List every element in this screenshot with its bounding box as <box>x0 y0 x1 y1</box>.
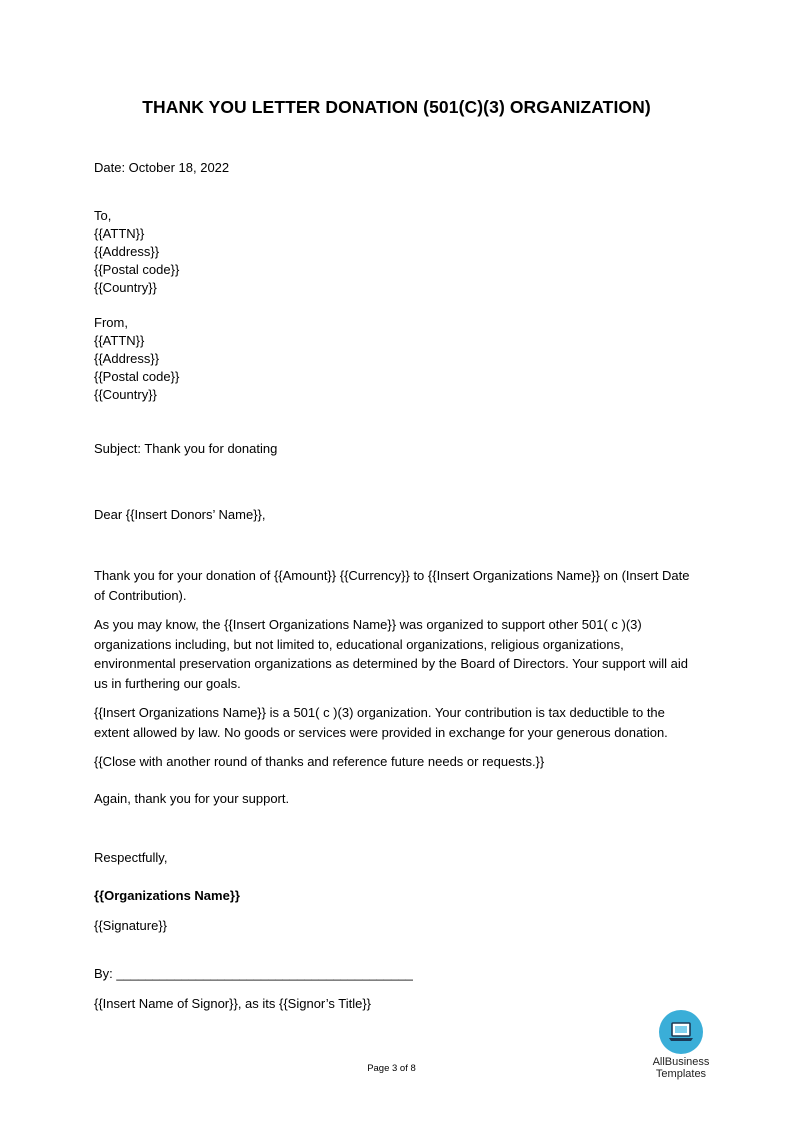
from-address: {{Address}} <box>94 351 160 366</box>
from-postal-code: {{Postal code}} <box>94 369 180 384</box>
to-country: {{Country}} <box>94 280 157 295</box>
date-line: Date: October 18, 2022 <box>94 160 230 175</box>
body-paragraph: {{Close with another round of thanks and reference future needs or requests.}} <box>94 754 545 769</box>
document-title: THANK YOU LETTER DONATION (501(C)(3) ORGANIZATION) <box>142 97 651 117</box>
page-number: Page 3 of 8 <box>367 1063 416 1074</box>
signature-placeholder: {{Signature}} <box>94 918 168 933</box>
closing: Respectfully, <box>94 850 168 865</box>
logo-badge <box>659 1010 703 1054</box>
body-paragraph: {{Insert Organizations Name}} is a 501( c )(3) organization. Your contribution is tax deductible to the extent allowed by law. No goods or services were provided in exchange for your generous donation. <box>94 705 668 740</box>
body-paragraph: Thank you for your donation of {{Amount}} {{Currency}} to {{Insert Organizations Name}} on (Insert Date of Contribution). <box>94 568 690 603</box>
laptop-icon <box>668 1021 694 1043</box>
logo-text-line1: AllBusiness <box>652 1056 710 1068</box>
from-label: From, <box>94 315 128 330</box>
logo-text-line2: Templates <box>655 1068 707 1080</box>
subject-line: Subject: Thank you for donating <box>94 441 278 456</box>
body-paragraph: As you may know, the {{Insert Organizations Name}} was organized to support other 501( c )(3) organizations including, but not limited to, educational organizations, religious organizations, environmental preservation organizations as determined by the Board of Directors. Your support will aid us in furthering our goals. <box>94 617 688 691</box>
signor-line: {{Insert Name of Signor}}, as its {{Signor’s Title}} <box>94 996 372 1011</box>
salutation: Dear {{Insert Donors’ Name}}, <box>94 507 266 522</box>
signature-line: By: _________________________________________ <box>94 966 413 981</box>
to-label: To, <box>94 208 112 223</box>
body-paragraph: Again, thank you for your support. <box>94 791 290 806</box>
to-address: {{Address}} <box>94 244 160 259</box>
allbusiness-templates-logo <box>646 1010 716 1080</box>
from-attn: {{ATTN}} <box>94 333 145 348</box>
to-attn: {{ATTN}} <box>94 226 145 241</box>
to-postal-code: {{Postal code}} <box>94 262 180 277</box>
from-country: {{Country}} <box>94 387 157 402</box>
organization-name: {{Organizations Name}} <box>94 888 240 903</box>
